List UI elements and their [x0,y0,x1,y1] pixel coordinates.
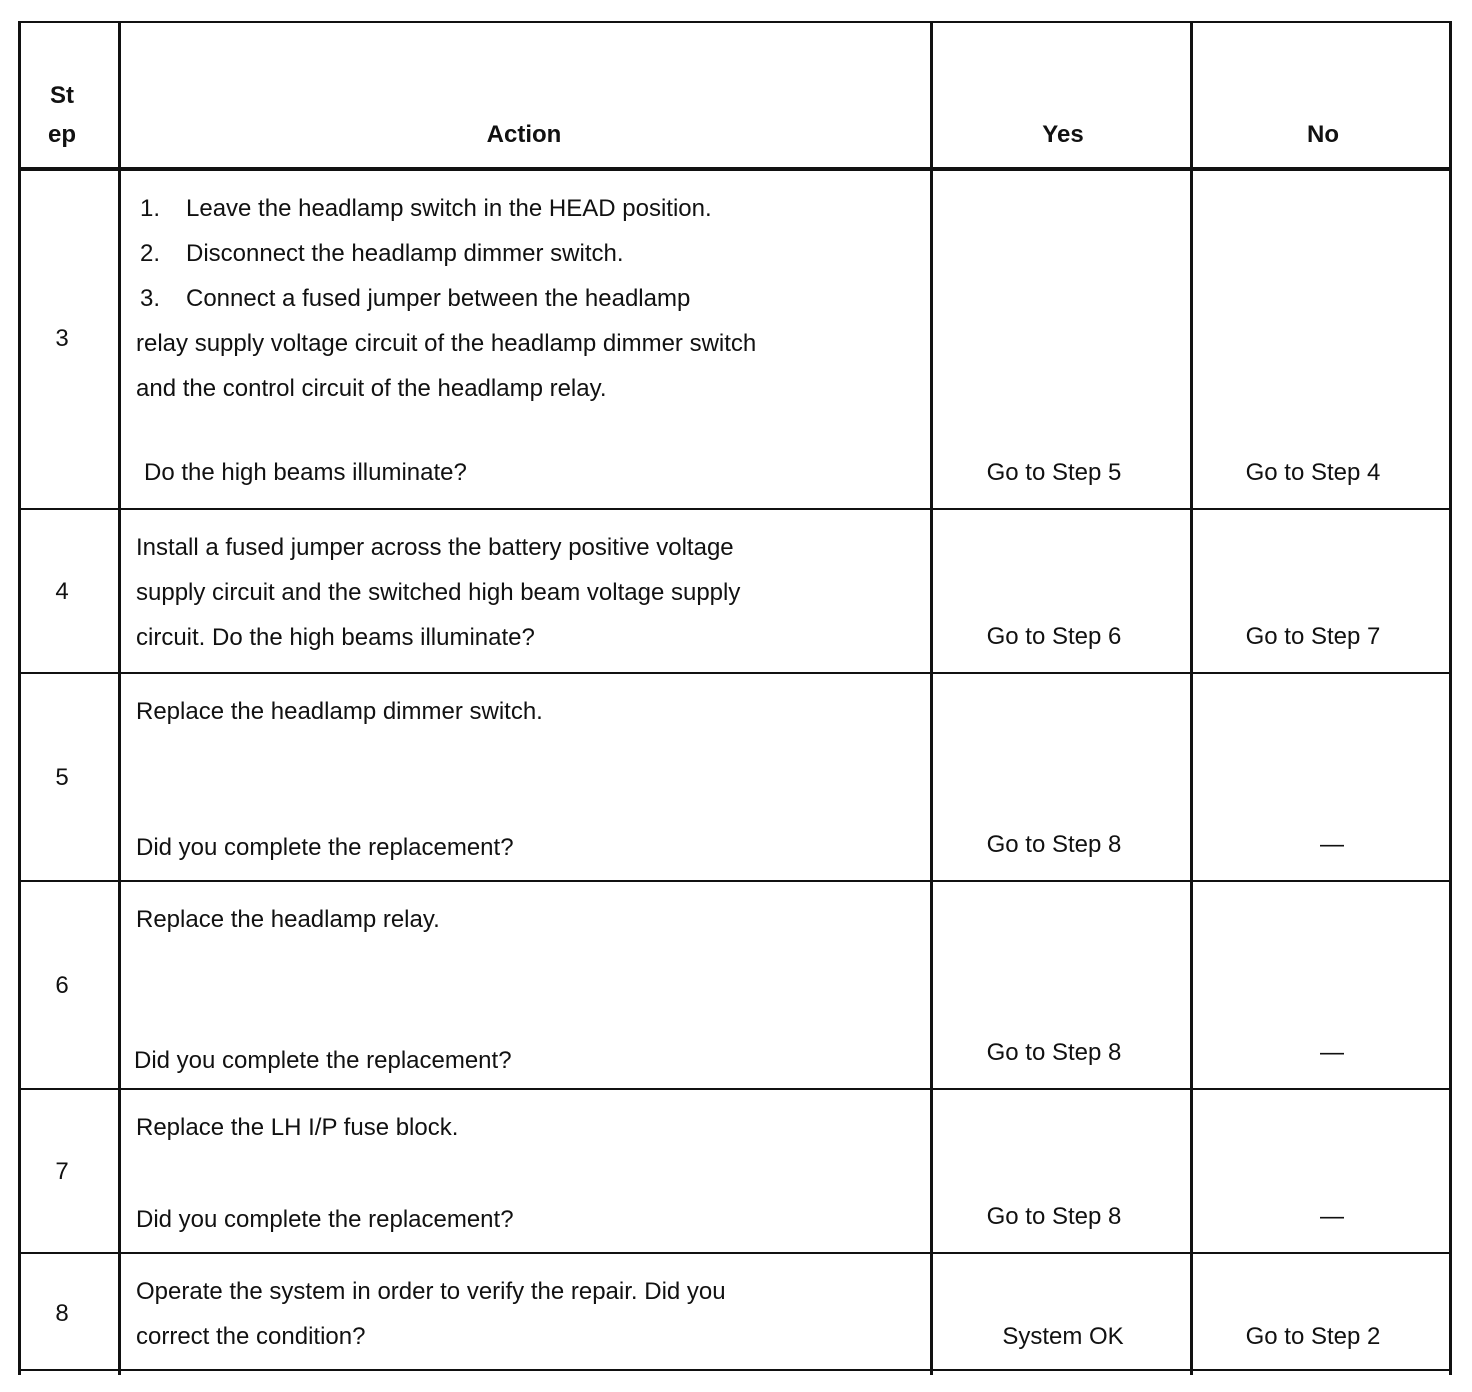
step-number: 8 [55,1300,69,1327]
no-result: Go to Step 7 [1245,623,1381,650]
column-divider [118,21,121,1375]
yes-result: Go to Step 6 [986,623,1122,650]
no-result: — [1320,831,1344,858]
action-question: Did you complete the replacement? [134,1047,512,1074]
yes-result: System OK [1002,1323,1124,1350]
action-text: Install a fused jumper across the battery positive voltage supply circuit and the switched high beam voltage supply circuit. Do the high beams illuminate? [136,534,741,651]
row-divider [18,880,1452,882]
row-divider [18,672,1452,674]
action-question: Did you complete the replacement? [136,834,514,861]
list-item: 1. Leave the headlamp switch in the HEAD position. [140,195,712,222]
header-yes: Yes [1042,121,1084,148]
step-number: 4 [55,578,69,605]
row-divider [18,1252,1452,1254]
no-result: — [1320,1039,1344,1066]
table-border-top [18,21,1452,23]
yes-result: Go to Step 8 [986,831,1122,858]
table-border-right [1449,21,1452,1375]
action-question: Did you complete the replacement? [136,1206,514,1233]
action-text: Replace the headlamp relay. [136,906,440,933]
column-divider [930,21,933,1375]
table-border-bottom [18,1369,1452,1371]
row-divider [18,1088,1452,1090]
row-divider [18,508,1452,510]
table-border-left [18,21,21,1375]
header-no: No [1307,121,1339,148]
list-item: 2. Disconnect the headlamp dimmer switch. [140,240,624,267]
action-question: Do the high beams illuminate? [144,459,467,486]
header-step: St ep [47,82,76,148]
yes-result: Go to Step 8 [986,1039,1122,1066]
action-text: 1. Leave the headlamp switch in the HEAD position. 2. Disconnect the headlamp dimmer switch. 3. Connect a fused jumper between the headlamp relay supply voltage circuit of the headlamp dimmer switch and the control circuit of the headlamp relay. [136,186,756,411]
yes-result: Go to Step 5 [986,459,1122,486]
diagnostic-table [18,21,1452,1375]
action-text: Replace the LH I/P fuse block. [136,1114,459,1141]
header-divider [18,167,1452,171]
action-text: Replace the headlamp dimmer switch. [136,698,543,725]
yes-result: Go to Step 8 [986,1203,1122,1230]
no-result: — [1320,1203,1344,1230]
header-action: Action [486,121,562,148]
no-result: Go to Step 4 [1245,459,1381,486]
no-result: Go to Step 2 [1245,1323,1381,1350]
column-divider [1190,21,1193,1375]
list-item: 3. Connect a fused jumper between the headlamp [140,285,691,312]
step-number: 6 [55,972,69,999]
step-number: 7 [55,1158,69,1185]
step-number: 5 [55,764,69,791]
action-text: Operate the system in order to verify the repair. Did you correct the condition? [136,1278,726,1350]
step-number: 3 [55,325,69,352]
